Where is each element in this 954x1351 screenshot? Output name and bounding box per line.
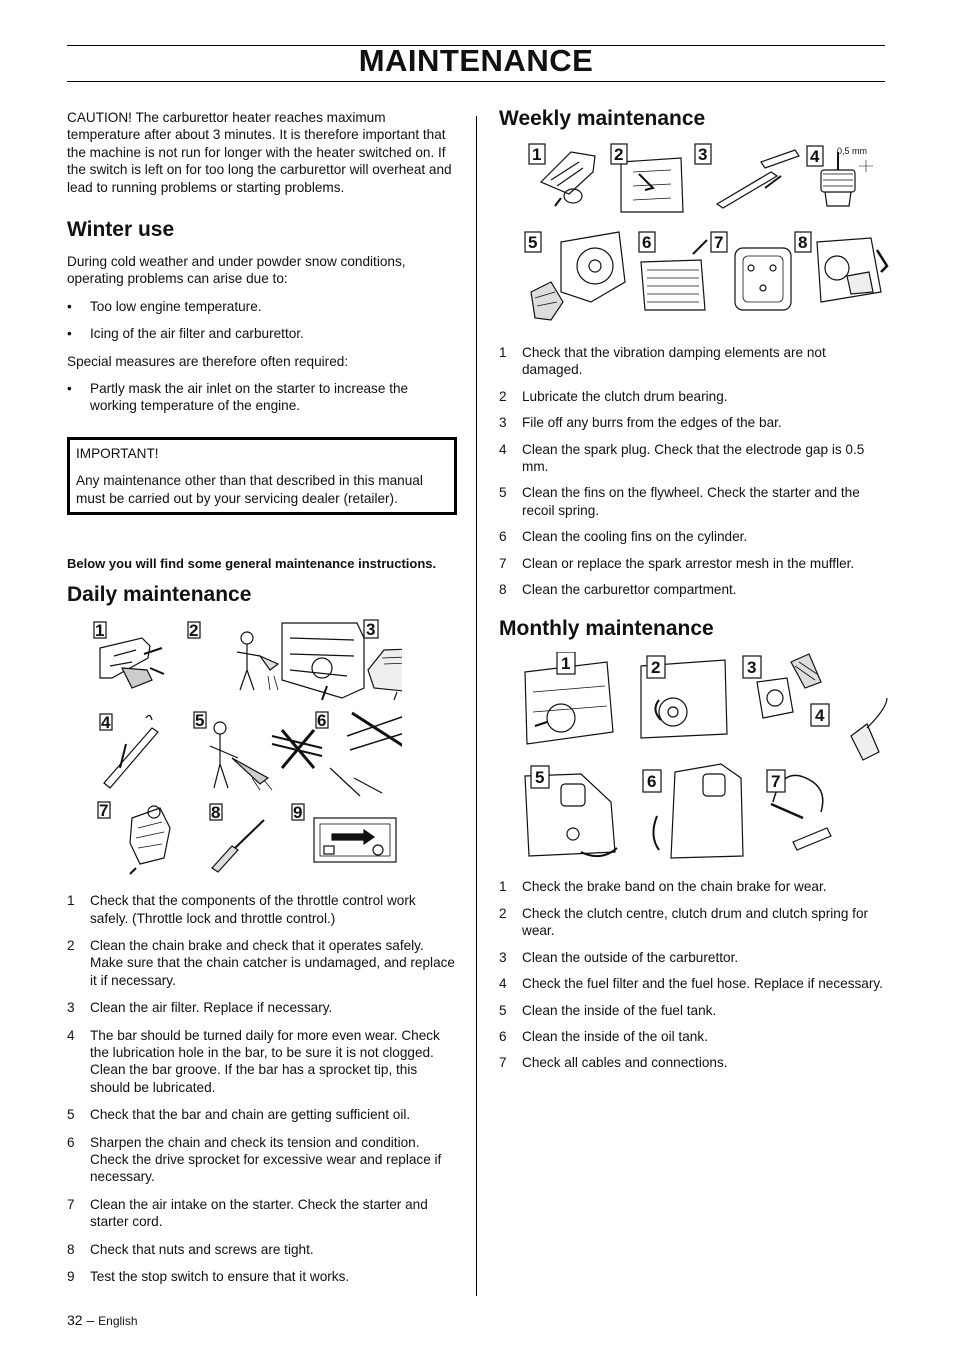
svg-text:8: 8: [211, 803, 221, 823]
daily-item: 8 Check that nuts and screws are tight.: [67, 1241, 314, 1257]
monthly-list: [499, 878, 889, 1071]
svg-text:9: 9: [293, 803, 303, 823]
daily-item: 3 Clean the air filter. Replace if necessary.: [67, 1000, 333, 1016]
monthly-maintenance-heading: Monthly maintenance: [499, 617, 714, 641]
svg-text:7: 7: [771, 772, 781, 792]
daily-label-2: [188, 621, 200, 640]
svg-text:2: 2: [614, 145, 624, 164]
daily-item: 4 The bar should be turned daily for more even wear. Check the lubrication hole in the bar, to be sure it is not clogged. Clean the bar groove. If the bar has a sprocket tip, this should be lubricated.: [67, 1027, 440, 1095]
svg-text:1: 1: [95, 621, 105, 641]
svg-text:7: 7: [714, 233, 724, 252]
left-column: [67, 109, 457, 1285]
svg-text:6: 6: [642, 233, 652, 252]
monthly-label-2: [647, 656, 665, 678]
daily-item: 9 Test the stop switch to ensure that it works.: [67, 1269, 350, 1284]
throttle-illustration: [100, 638, 164, 688]
daily-label-4: [100, 713, 112, 732]
weekly-item: 7 Clean or replace the spark arrestor mesh in the muffler.: [499, 555, 855, 571]
svg-text:8: 8: [798, 233, 808, 252]
winter-bullet: • Too low engine temperature.: [67, 298, 262, 314]
weekly-label-2: [611, 144, 627, 164]
weekly-item: 6 Clean the cooling fins on the cylinder.: [499, 529, 748, 545]
svg-text:1: 1: [532, 145, 542, 164]
weekly-label-8: [795, 232, 811, 252]
daily-item: 6 Sharpen the chain and check its tension and condition. Check the drive sprocket for excessive wear and replace if necessary.: [67, 1134, 442, 1185]
svg-text:4: 4: [810, 147, 820, 166]
weekly-item: 4 Clean the spark plug. Check that the electrode gap is 0.5 mm.: [499, 441, 865, 475]
monthly-label-4: [811, 704, 829, 726]
monthly-maintenance-figure: [521, 652, 901, 864]
weekly-label-1: [529, 144, 545, 164]
monthly-item: 5 Clean the inside of the fuel tank.: [499, 1002, 717, 1018]
chain-brake-illustration: [282, 623, 364, 700]
daily-item: 5 Check that the bar and chain are getting sufficient oil.: [67, 1107, 411, 1123]
weekly-label-3: [695, 144, 711, 164]
daily-maintenance-figure: [92, 618, 402, 876]
winter-intro: During cold weather and under powder snow conditions, operating problems can arise due to:: [67, 254, 406, 287]
winter-bullet-text: Icing of the air filter and carburettor.: [90, 326, 304, 342]
screwdriver-illustration: [212, 820, 264, 872]
clutch-drum-illustration: [621, 158, 683, 212]
page-number: 32 –: [67, 1312, 95, 1328]
important-box: [67, 437, 457, 515]
monthly-label-6: [643, 770, 661, 792]
weekly-item: 1 Check that the vibration damping elements are not damaged.: [499, 345, 826, 378]
important-text: Any maintenance other than that described in this manual must be carried out by your servicing dealer (retailer).: [76, 473, 423, 506]
daily-label-1: [94, 621, 106, 640]
daily-list: [67, 892, 457, 1285]
vibration-damper-illustration: [541, 152, 595, 206]
fuel-filter-illustration: [851, 698, 887, 760]
important-title: IMPORTANT!: [76, 445, 159, 461]
footer-language: English: [98, 1314, 138, 1328]
special-bullet-text: Partly mask the air inlet on the starter to increase the working temperature of the engine.: [90, 381, 409, 414]
operator-cutting-illustration: [210, 722, 272, 790]
chain-sharpening-illustration: [272, 710, 402, 796]
daily-item: 7 Clean the air intake on the starter. Check the starter and starter cord.: [67, 1196, 428, 1230]
svg-text:2: 2: [651, 658, 661, 678]
svg-text:1: 1: [561, 654, 571, 674]
column-divider: [476, 116, 477, 1296]
bar-file-illustration: [717, 150, 799, 208]
starter-illustration: [130, 806, 170, 874]
daily-maintenance-heading: Daily maintenance: [67, 583, 252, 607]
weekly-item: 8 Clean the carburettor compartment.: [499, 582, 737, 598]
weekly-maintenance-heading: Weekly maintenance: [499, 107, 706, 130]
svg-text:3: 3: [698, 145, 708, 164]
winter-use-heading: Winter use: [67, 218, 175, 242]
monthly-item: 6 Clean the inside of the oil tank.: [499, 1028, 708, 1044]
special-measures-text: Special measures are therefore often required:: [67, 353, 349, 369]
monthly-item: 1 Check the brake band on the chain brake for wear.: [499, 879, 827, 895]
weekly-maintenance-figure: [521, 142, 901, 328]
weekly-item: 5 Clean the fins on the flywheel. Check the starter and the recoil spring.: [499, 485, 860, 518]
daily-label-3: [364, 620, 378, 639]
monthly-label-1: [557, 652, 575, 674]
monthly-item: 3 Clean the outside of the carburettor.: [499, 949, 739, 965]
special-bullet: • Partly mask the air inlet on the starter to increase the working temperature of the engine.: [67, 381, 409, 414]
oil-tank-illustration: [653, 764, 743, 858]
weekly-item: 3 File off any burrs from the edges of the bar.: [499, 415, 782, 431]
flywheel-illustration: [531, 232, 625, 320]
carburettor-compartment-illustration: [817, 238, 887, 302]
svg-text:4: 4: [101, 713, 111, 733]
weekly-label-6: [639, 232, 655, 252]
electrode-gap-label: 0,5 mm: [837, 146, 868, 156]
svg-text:6: 6: [317, 711, 327, 731]
spark-plug-illustration: [821, 152, 873, 206]
daily-label-7: [98, 801, 110, 820]
daily-label-5: [194, 711, 206, 730]
weekly-label-4: [807, 146, 823, 166]
title-underline: [67, 81, 885, 82]
monthly-label-5: [531, 766, 549, 788]
stop-switch-illustration: [314, 818, 396, 862]
svg-text:2: 2: [189, 621, 199, 641]
svg-text:7: 7: [99, 801, 109, 821]
weekly-label-5: [525, 232, 541, 252]
svg-text:5: 5: [528, 233, 538, 252]
svg-text:3: 3: [747, 658, 757, 678]
daily-label-9: [292, 803, 304, 822]
daily-label-8: [210, 803, 222, 822]
monthly-item: 2 Check the clutch centre, clutch drum and clutch spring for wear.: [499, 905, 869, 939]
svg-text:6: 6: [647, 772, 657, 792]
caution-text: CAUTION! The carburettor heater reaches maximum temperature after about 3 minutes. It is therefore important that the machine is not run for longer with the heater switched on. If the switch is left on for too long the carburettor will overheat and lead to running problems or starting problems.: [67, 110, 452, 195]
page-footer: [67, 1312, 138, 1328]
air-filter-illustration: [368, 648, 402, 700]
svg-text:3: 3: [366, 620, 376, 640]
operator-illustration: [237, 632, 278, 690]
muffler-illustration: [735, 248, 791, 310]
monthly-label-7: [767, 770, 785, 792]
monthly-label-3: [743, 656, 761, 678]
winter-bullet: • Icing of the air filter and carburettor.: [67, 326, 304, 342]
svg-text:5: 5: [535, 768, 545, 788]
weekly-item: 2 Lubricate the clutch drum bearing.: [499, 388, 728, 404]
winter-bullet-text: Too low engine temperature.: [90, 298, 262, 314]
monthly-item: 7 Check all cables and connections.: [499, 1055, 728, 1071]
general-note: Below you will find some general maintenance instructions.: [67, 556, 437, 572]
svg-text:5: 5: [195, 711, 205, 731]
weekly-list: [499, 344, 889, 598]
weekly-label-7: [711, 232, 727, 252]
daily-item: 2 Clean the chain brake and check that it operates safely. Make sure that the chain catcher is undamaged, and replace it if necessary.: [67, 937, 455, 988]
right-column: [499, 106, 889, 1072]
monthly-item: 4 Check the fuel filter and the fuel hose. Replace if necessary.: [499, 976, 883, 992]
page-title: MAINTENANCE: [358, 43, 594, 78]
svg-text:4: 4: [815, 706, 825, 726]
daily-item: 1 Check that the components of the throttle control work safely. (Throttle lock and throttle control.): [67, 893, 416, 926]
daily-label-6: [316, 711, 328, 730]
